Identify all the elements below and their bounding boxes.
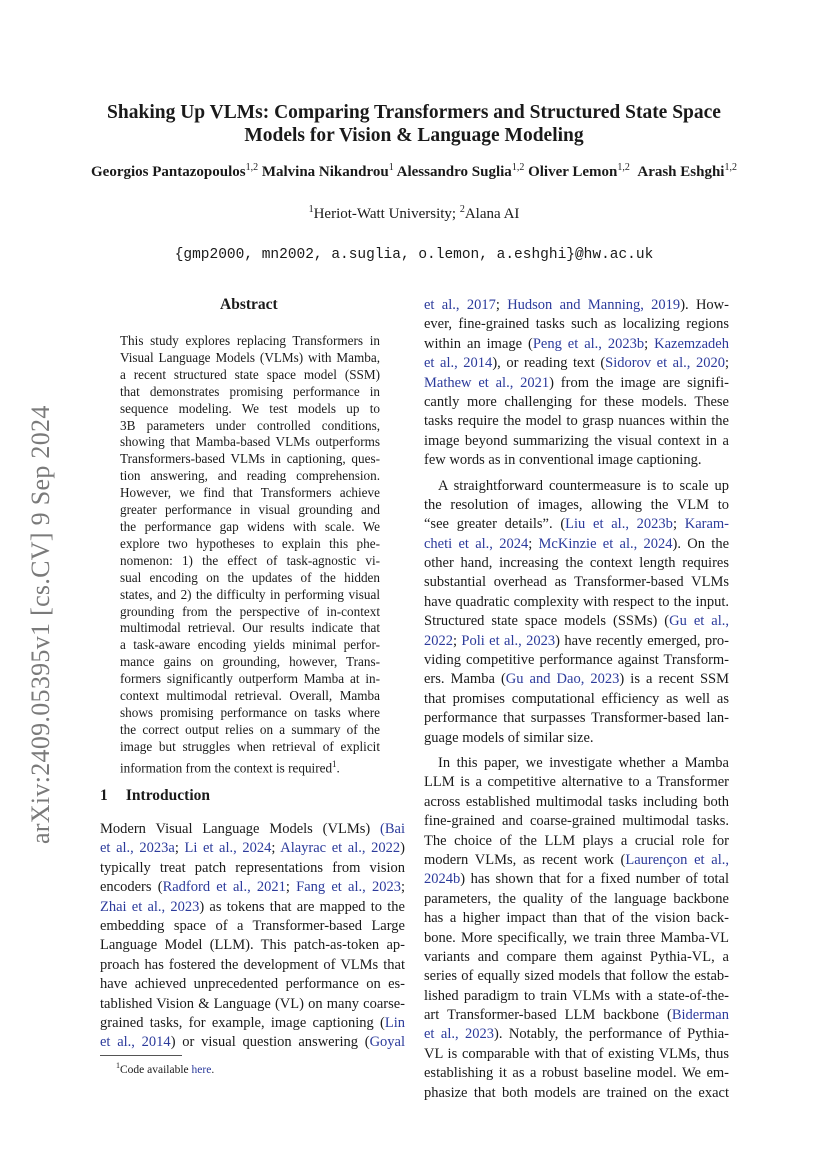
paper-title [60, 101, 768, 147]
text-line [100, 878, 405, 897]
text-line [100, 975, 405, 994]
abstract-line: context multimodal retrieval. Overall, Mamba [120, 688, 380, 704]
text-run: “see greater details”. ( [424, 516, 566, 533]
abstract-line: the performance gap widens with scale. We [120, 518, 380, 534]
text-line [424, 729, 729, 748]
text-line [424, 812, 729, 831]
citation-link[interactable]: Gu et al., [669, 613, 729, 630]
title-line: Models for Vision & Language Modeling [244, 125, 584, 146]
author-list [30, 162, 798, 181]
text-run: encoders ( [100, 879, 163, 896]
footnote-end: . [211, 1063, 215, 1076]
text-line [424, 709, 729, 728]
text-line [424, 477, 729, 496]
text-line [100, 1033, 405, 1052]
text-run: ) has shown that for a fixed number of total [460, 871, 729, 888]
text-run: ) as tokens that are mapped to the [199, 898, 405, 915]
text-line [424, 554, 729, 573]
text-line [424, 451, 729, 470]
text-line [100, 936, 405, 955]
affiliation-name: Heriot-Watt University; [313, 206, 460, 222]
footnote-ref-mark: 1 [332, 758, 337, 769]
citation-link[interactable]: Lin [384, 1014, 405, 1031]
text-line [424, 690, 729, 709]
text-run: tasks require the model to grasp nuances within the [424, 413, 729, 430]
text-line [424, 870, 729, 889]
text-run: In this paper, we investigate whether a Mamba [438, 754, 729, 771]
text-line [424, 573, 729, 592]
abstract-line: grounding from the perspective of in-context [120, 603, 380, 619]
author-affiliation-mark: 1,2 [724, 162, 737, 173]
text-run: grained tasks, for example, image captioning ( [100, 1014, 385, 1031]
right-column-text [424, 296, 729, 1103]
citation-link[interactable]: Hudson and Manning, 2019 [507, 297, 681, 313]
abstract-line: shows promising performance on tasks where [120, 704, 380, 720]
text-run: ; [174, 840, 185, 857]
text-line [100, 917, 405, 936]
text-line [424, 832, 729, 851]
text-run: substantial overhead as Transformer-based VLMs [424, 574, 729, 591]
text-run: LLM is a competitive alternative to a Transformer [424, 774, 729, 791]
text-line [424, 335, 729, 354]
abstract-line: a recent structured state space model (SSM) [120, 366, 380, 382]
text-run: ; [495, 297, 508, 313]
abstract-line: a task-aware encoding yields minimal perfor- [120, 637, 380, 653]
text-line [424, 1064, 729, 1083]
text-line [424, 1084, 729, 1103]
abstract-line [120, 756, 380, 777]
text-run: ) [400, 840, 405, 857]
citation-link[interactable]: McKinzie et al., 2024 [538, 535, 673, 552]
author-name: Alessandro Suglia [396, 164, 512, 180]
text-run: ; [644, 335, 655, 352]
citation-link[interactable]: Alayrac et al., 2022 [280, 840, 401, 857]
abstract-line: that demonstrates promising performance in [120, 383, 380, 399]
text-run: VL is comparable with that of existing VLMs, thus [424, 1045, 729, 1062]
text-run: has a higher impact than that of the vision back- [424, 910, 729, 927]
text-run: ) or visual question answering ( [170, 1034, 370, 1051]
author-name: Malvina Nikandrou [261, 164, 389, 180]
citation-link[interactable]: cheti et al., 2024 [424, 535, 529, 552]
citation-link[interactable]: Radford et al., 2021 [162, 879, 286, 896]
text-run: ; [724, 355, 729, 372]
abstract-body [120, 333, 380, 777]
text-line [424, 315, 729, 334]
text-run: ; [400, 879, 405, 896]
text-run: fine-grained and coarse-grained multimodal tasks. [424, 813, 729, 830]
citation-link[interactable]: Goyal [369, 1034, 405, 1051]
text-line [424, 1025, 729, 1044]
abstract-line-text: information from the context is required [120, 760, 333, 776]
left-column-text [100, 820, 405, 1053]
text-line [100, 859, 405, 878]
text-run: embedding space of a Transformer-based Large [100, 917, 405, 934]
text-run: that promises computational efficiency as well as [424, 690, 729, 707]
text-line [424, 754, 729, 773]
text-run: image beyond summarizing the visual context in a [424, 432, 729, 449]
abstract-line: states, and 2) the difficulty in performing visual [120, 586, 380, 602]
abstract-end: . [336, 760, 340, 776]
text-line [424, 535, 729, 554]
text-run: phasize that both models are trained on the exact [424, 1084, 729, 1101]
text-run: ), or reading text ( [492, 355, 606, 372]
author-name: Oliver Lemon [528, 164, 618, 180]
citation-link[interactable]: Sidorov et al., 2020 [605, 355, 725, 372]
text-line [424, 296, 729, 315]
text-run: The choice of the LLM plays a crucial role for [424, 832, 729, 849]
text-line [100, 1014, 405, 1033]
author-affiliation-mark: 1,2 [511, 162, 525, 173]
text-run: series of equally sized models that follow the estab- [424, 968, 729, 985]
text-line [100, 839, 405, 858]
text-line [100, 898, 405, 917]
text-line [424, 496, 729, 515]
text-run: art Transformer-based LLM backbone ( [424, 1007, 672, 1024]
citation-link[interactable]: Gu and Dao, 2023 [505, 671, 620, 688]
abstract-line: showing that Mamba-based VLMs outperforms [120, 434, 380, 450]
author-affiliation-mark: 1 [388, 162, 394, 173]
text-run: bone. More specifically, we train three Mamba-VL [424, 929, 729, 946]
abstract-line: the correct output relies on a summary of the [120, 721, 380, 737]
text-run: Modern Visual Language Models (VLMs) [100, 821, 381, 837]
affiliation-mark: 2 [459, 204, 465, 215]
footnote-mark: 1 [116, 1061, 120, 1070]
text-run: ers. Mamba ( [424, 671, 506, 688]
citation-link[interactable]: Fang et al., 2023 [296, 879, 401, 896]
text-run: viding competitive performance against Transform- [424, 652, 729, 669]
abstract-line: image but struggles when retrieval of explicit [120, 738, 380, 754]
text-run: Structured state space models (SSMs) ( [424, 613, 670, 630]
citation-link[interactable]: Poli et al., 2023 [461, 632, 556, 649]
citation-link[interactable]: Liu et al., 2023b [565, 516, 673, 533]
abstract-line: However, we find that Transformers achieve [120, 485, 380, 501]
footnote-rule [100, 1055, 182, 1056]
text-run: ; [528, 535, 539, 552]
abstract-line: This study explores replacing Transformers in [120, 333, 380, 348]
citation-link[interactable]: Biderman [671, 1007, 729, 1024]
citation-link[interactable]: Karam- [684, 516, 729, 533]
author-name: Arash Eshghi [637, 164, 725, 180]
citation-link[interactable]: et al., 2023 [424, 1026, 495, 1043]
text-line [424, 1006, 729, 1025]
text-line [424, 632, 729, 651]
text-line [424, 948, 729, 967]
text-run: ; [271, 840, 281, 857]
text-run: ) is a recent SSM [619, 671, 730, 688]
text-run: variants and compare them against Pythia-VL, a [424, 948, 729, 965]
author-emails: {gmp2000, mn2002, a.suglia, o.lemon, a.eshghi}@hw.ac.uk [174, 247, 654, 263]
citation-link[interactable]: et al., 2017 [424, 297, 496, 313]
abstract-heading: Abstract [220, 296, 278, 313]
text-line [424, 515, 729, 534]
abstract-line: nomenon: 1) the effect of task-agnostic vi- [120, 552, 380, 568]
text-line [424, 909, 729, 928]
footnote-text: Code available [120, 1063, 192, 1076]
text-line [424, 793, 729, 812]
text-line [424, 670, 729, 689]
citation-link[interactable]: Peng et al., 2023b [532, 335, 645, 352]
citation-link[interactable]: Mathew et al., 2021 [424, 374, 550, 391]
text-run: Language Model (LLM). This patch-as-token ap- [100, 937, 405, 954]
text-run: ; [285, 879, 297, 896]
citation-link[interactable]: Kazemzadeh [654, 335, 729, 352]
abstract-line: greater performance in visual grounding and [120, 502, 380, 518]
citation-link[interactable]: et al., 2014 [100, 1034, 171, 1051]
text-line [424, 890, 729, 909]
text-line [424, 432, 729, 451]
text-line [424, 773, 729, 792]
abstract-line: multimodal retrieval. Our results indicate that [120, 620, 380, 636]
abstract-line: sequence modeling. We test models up to [120, 400, 380, 416]
abstract-line: Visual Language Models (VLMs) with Mamba, [120, 349, 380, 365]
text-run: proach has fostered the development of VLMs that [100, 956, 405, 973]
text-run: performance that surpasses Transformer-based lan- [424, 710, 729, 727]
text-run: few words as in conventional image captioning. [424, 452, 702, 469]
citation-link[interactable]: Li et al., 2024 [184, 840, 272, 857]
abstract-line: formers significantly outperform Mamba at in- [120, 671, 380, 687]
text-run: within an image ( [424, 335, 533, 352]
text-line [424, 929, 729, 948]
text-run: have achieved unprecedented performance on es- [100, 976, 405, 993]
text-run: parameters, the quality of the language backbone [424, 890, 729, 907]
text-run: typically treat patch representations from vision [100, 859, 405, 876]
text-line [424, 967, 729, 986]
text-line [424, 1045, 729, 1064]
text-run: other hand, increasing the context length requires [424, 555, 729, 572]
text-line [424, 987, 729, 1006]
citation-link[interactable]: 2024b [424, 871, 461, 888]
text-line [100, 995, 405, 1014]
text-run: tablished Vision & Language (VL) on many coarse- [100, 995, 405, 1012]
text-line [100, 820, 405, 839]
text-run: ). Notably, the performance of Pythia- [494, 1026, 729, 1043]
text-line [424, 593, 729, 612]
text-run: have quadratic complexity with respect to the input. [424, 593, 729, 610]
arxiv-side-stamp: arXiv:2409.05395v1 [cs.CV] 9 Sep 2024 [26, 405, 55, 844]
text-line [424, 393, 729, 412]
text-line [424, 612, 729, 631]
abstract-line: 3B parameters under controlled conditions, [120, 417, 380, 433]
text-line [424, 651, 729, 670]
affiliation-name: Alana AI [464, 206, 520, 222]
abstract-line: tion answering, and reading comprehension. [120, 468, 380, 484]
text-run: ; [672, 516, 685, 533]
text-run: ). How- [680, 297, 729, 313]
text-run: lished paradigm to train VLMs with a state-of-the- [424, 987, 729, 1004]
affiliations [0, 204, 828, 223]
text-run: ; [453, 632, 462, 649]
section-number: 1 [100, 787, 108, 804]
text-run: ) have recently emerged, pro- [555, 632, 730, 649]
section-heading [100, 787, 210, 805]
citation-link[interactable]: et al., 2014 [424, 355, 493, 372]
affiliation-mark: 1 [308, 204, 314, 215]
text-run: ). On the [672, 535, 730, 552]
abstract-line: Transformers-based VLMs in captioning, ques- [120, 451, 380, 467]
text-run: A straightforward countermeasure is to scale up [438, 477, 729, 494]
text-run: guage models of similar size. [424, 729, 594, 746]
text-run: the resolution of images, allowing the VLM to [424, 496, 729, 513]
footnote-link[interactable]: here [191, 1063, 212, 1076]
citation-link[interactable]: Zhai et al., 2023 [100, 898, 200, 915]
text-line [424, 374, 729, 393]
abstract-line: sual encoding on the updates of the hidden [120, 569, 380, 585]
text-run: modern VLMs, as recent work ( [424, 851, 626, 868]
text-run: across established multimodal tasks including both [424, 793, 729, 810]
citation-link[interactable]: (Bai [380, 821, 405, 837]
author-affiliation-mark: 1,2 [245, 162, 259, 173]
text-run: ever, fine-grained tasks such as localizing regions [424, 316, 729, 333]
text-run: cantly more challenging for these models. These [424, 393, 729, 410]
text-line [424, 851, 729, 870]
abstract-line: mance gains on grounding, however, Trans- [120, 654, 380, 670]
text-run: establishing it as a robust baseline model. We em- [424, 1065, 729, 1082]
text-run: ) from the image are signifi- [549, 374, 729, 391]
footnote [116, 1061, 214, 1076]
text-line [424, 354, 729, 373]
text-line [100, 956, 405, 975]
author-name: Georgios Pantazopoulos [91, 164, 246, 180]
citation-link[interactable]: 2022 [424, 632, 453, 649]
citation-link[interactable]: et al., 2023a [100, 840, 175, 857]
title-line: Shaking Up VLMs: Comparing Transformers and Structured State Space [107, 102, 721, 123]
abstract-line: explore two hypotheses to explain this phe- [120, 535, 380, 551]
author-affiliation-mark: 1,2 [617, 162, 630, 173]
citation-link[interactable]: Laurençon et al., [625, 851, 729, 868]
text-line [424, 412, 729, 431]
section-title: Introduction [125, 787, 210, 804]
